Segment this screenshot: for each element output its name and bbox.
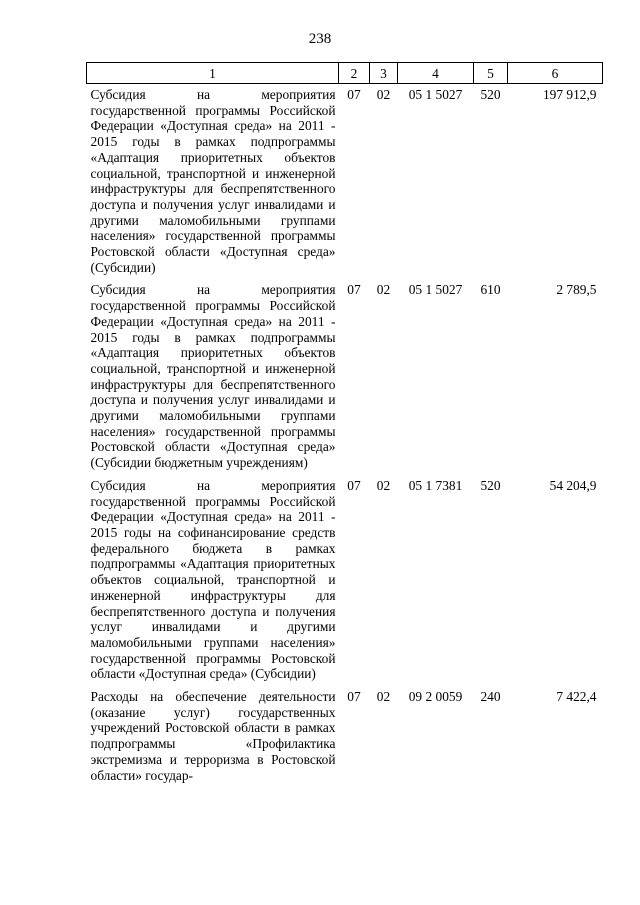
column-header-3: 3: [370, 63, 398, 84]
row-subsection-code: 02: [376, 477, 391, 493]
row-amount: 54 204,9: [549, 477, 597, 493]
page-number: 238: [308, 31, 332, 47]
budget-table: [86, 62, 603, 787]
row-target-article: 05 1 5027: [408, 87, 463, 102]
table-row: [87, 475, 603, 686]
row-expense-type: 240: [480, 689, 501, 705]
row-target-article: 09 2 0059: [408, 689, 463, 705]
row-description: Субсидия на мероприятия государственной программы Российской Федерации «Доступная среда» на 2011 - 2015 годы в рамках подпрограммы «Адаптация приоритетных объектов социальной, транспортной и инженерной инфраструктуры для беспрепятственного доступа и получения услуг инвалидами и другими маломобильными группами населения» государственной программы Ростовской области «Доступная среда» (Субсидии): [90, 87, 336, 275]
row-section-code: 07: [347, 689, 361, 705]
row-section-code: 07: [347, 477, 361, 493]
row-subsection-code: 02: [376, 87, 391, 102]
row-amount: 2 789,5: [556, 282, 597, 298]
table-row: [87, 686, 603, 787]
row-target-article: 05 1 7381: [408, 477, 463, 493]
column-header-2: 2: [339, 63, 370, 84]
row-expense-type: 610: [480, 282, 501, 298]
table-row: [87, 279, 603, 474]
column-header-5: 5: [474, 63, 508, 84]
row-subsection-code: 02: [376, 689, 391, 705]
row-section-code: 07: [347, 87, 361, 102]
row-description: Субсидия на мероприятия государственной программы Российской Федерации «Доступная среда» на 2011 - 2015 годы на софинансирование средств федерального бюджета в рамках подпрограммы «Адаптация приоритетных объектов социальной, транспортной и инженерной инфраструктуры для беспрепятственного доступа и получения услуг инвалидами и другими маломобильными группами населения» государственной программы Ростовской области «Доступная среда» (Субсидии): [90, 477, 336, 682]
row-expense-type: 520: [480, 477, 501, 493]
column-header-6: 6: [508, 63, 603, 84]
row-description: Расходы на обеспечение деятельности (оказание услуг) государственных учреждений Ростовской области в рамках подпрограммы «Профилактика экстремизма и терроризма в Ростовской области» государ-: [90, 689, 336, 783]
row-amount: 197 912,9: [542, 87, 597, 102]
table-header-row: [87, 63, 603, 84]
row-target-article: 05 1 5027: [408, 282, 463, 298]
row-expense-type: 520: [480, 87, 501, 102]
column-header-1: 1: [87, 63, 339, 84]
table-row: [87, 84, 603, 280]
column-header-4: 4: [398, 63, 474, 84]
row-description: Субсидия на мероприятия государственной программы Российской Федерации «Доступная среда» на 2011 - 2015 годы в рамках подпрограммы «Адаптация приоритетных объектов социальной, транспортной и инженерной инфраструктуры для беспрепятственного доступа и получения услуг инвалидами и другими маломобильными группами населения» государственной программы Ростовской области «Доступная среда» (Субсидии бюджетным учреждениям): [90, 282, 336, 471]
row-amount: 7 422,4: [556, 689, 597, 705]
row-section-code: 07: [347, 282, 361, 298]
row-subsection-code: 02: [376, 282, 391, 298]
